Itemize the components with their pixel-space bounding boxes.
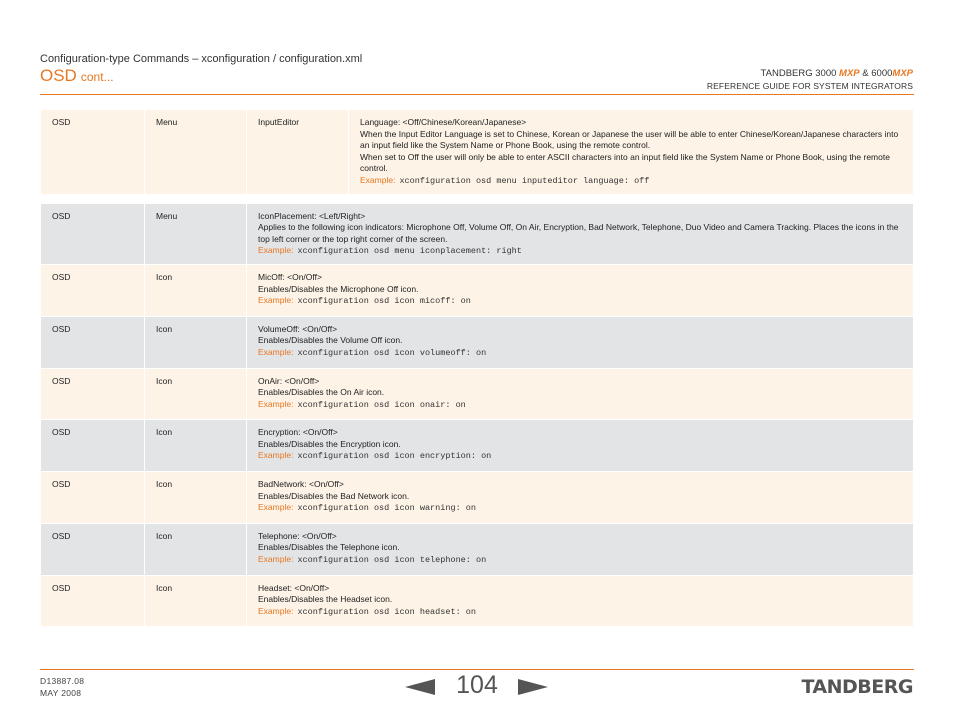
table-row — [41, 524, 913, 576]
example-code: xconfiguration osd menu iconplacement: right — [297, 246, 522, 257]
cell-category: OSD — [41, 420, 145, 471]
footer-rule — [40, 669, 914, 670]
table-row — [41, 576, 913, 628]
cell-description — [247, 576, 913, 627]
example-line — [360, 175, 905, 188]
section-title — [40, 66, 114, 86]
example-code: xconfiguration osd menu inputeditor language: off — [399, 175, 650, 186]
cell-category: OSD — [41, 317, 145, 368]
cell-group: Icon — [145, 420, 247, 471]
model-mid: & 6000 — [862, 68, 893, 79]
page-navigation — [405, 671, 550, 701]
cell-description — [247, 420, 913, 471]
setting-desc: When the Input Editor Language is set to Chinese, Korean or Japanese the user will be able to enter Chinese/Korean/Japanese characters into an input field like the System Name or Phone Book, using the remote control. — [360, 128, 899, 151]
example-line — [258, 347, 905, 360]
example-label: Example: — [258, 605, 294, 616]
setting-desc: Enables/Disables the Headset icon. — [258, 594, 393, 605]
cell-category: OSD — [41, 576, 145, 627]
cell-group: Menu — [145, 204, 247, 264]
table-row — [41, 472, 913, 524]
setting-title: VolumeOff: <On/Off> — [258, 323, 338, 334]
example-line — [258, 450, 905, 463]
example-line — [258, 245, 905, 258]
header-rule — [40, 94, 914, 95]
cell-description — [247, 524, 913, 575]
cell-group: Icon — [145, 576, 247, 627]
setting-title: Encryption: <On/Off> — [258, 427, 338, 438]
example-code: xconfiguration osd icon encryption: on — [297, 451, 492, 462]
setting-desc: Enables/Disables the Encryption icon. — [258, 438, 401, 449]
cell-group: Icon — [145, 472, 247, 523]
table-row — [41, 204, 913, 265]
example-code: xconfiguration osd icon warning: on — [297, 503, 476, 514]
table-row — [41, 420, 913, 472]
cell-group: Icon — [145, 369, 247, 420]
setting-desc: Enables/Disables the Bad Network icon. — [258, 490, 410, 501]
setting-desc: Applies to the following icon indicators: Microphone Off, Volume Off, On Air, Encryption, Bad Network, Telephone, Duo Video and Camera Tracking. Places the icons in the top left corner or the top right corner of the screen. — [258, 222, 899, 244]
next-page-arrow-icon[interactable] — [518, 679, 548, 695]
setting-desc: Enables/Disables the Telephone icon. — [258, 542, 400, 553]
footer-info — [40, 675, 84, 699]
tandberg-logo: TANDBERG — [801, 676, 913, 698]
setting-title: OnAir: <On/Off> — [258, 375, 320, 386]
model-mxp-2: MXP — [892, 68, 913, 79]
cell-description — [247, 204, 913, 264]
cell-description — [349, 110, 913, 194]
table-row — [41, 317, 913, 369]
cell-description — [247, 369, 913, 420]
setting-title: IconPlacement: <Left/Right> — [258, 210, 366, 221]
example-label: Example: — [258, 398, 294, 409]
cell-group: Icon — [145, 524, 247, 575]
model-prefix: TANDBERG 3000 — [760, 68, 837, 79]
setting-desc: Enables/Disables the On Air icon. — [258, 387, 385, 398]
cell-description — [247, 472, 913, 523]
example-label: Example: — [258, 554, 294, 565]
setting-desc: Enables/Disables the Volume Off icon. — [258, 335, 403, 346]
example-label: Example: — [258, 502, 294, 513]
example-line — [258, 399, 905, 412]
example-line — [258, 554, 905, 567]
example-code: xconfiguration osd icon micoff: on — [297, 296, 471, 307]
example-label: Example: — [258, 346, 294, 357]
example-line — [258, 606, 905, 619]
setting-title: MicOff: <On/Off> — [258, 271, 322, 282]
cell-category: OSD — [41, 204, 145, 264]
setting-title: Headset: <On/Off> — [258, 582, 330, 593]
page-number: 104 — [456, 671, 498, 699]
example-label: Example: — [258, 295, 294, 306]
section-title-cont: cont... — [80, 70, 114, 84]
example-code: xconfiguration osd icon telephone: on — [297, 555, 487, 566]
example-code: xconfiguration osd icon volumeoff: on — [297, 347, 487, 358]
cell-subgroup: InputEditor — [247, 110, 349, 194]
example-line — [258, 502, 905, 515]
cell-group: Icon — [145, 265, 247, 316]
doc-date: MAY 2008 — [40, 688, 82, 698]
cell-description — [247, 317, 913, 368]
setting-title: BadNetwork: <On/Off> — [258, 479, 344, 490]
table-row — [41, 265, 913, 317]
command-table — [41, 110, 913, 627]
model-line — [707, 68, 913, 80]
example-label: Example: — [360, 174, 396, 185]
previous-page-arrow-icon[interactable] — [405, 679, 435, 695]
cell-description — [247, 265, 913, 316]
setting-title: Telephone: <On/Off> — [258, 530, 337, 541]
setting-desc: When set to Off the user will only be able to enter ASCII characters into an input field like the System Name or Phone Book, using the remote control. — [360, 151, 890, 174]
doc-id: D13887.08 — [40, 676, 85, 686]
cell-category: OSD — [41, 524, 145, 575]
example-label: Example: — [258, 450, 294, 461]
section-title-text: OSD — [40, 66, 77, 85]
table-row — [41, 110, 913, 195]
cell-group: Icon — [145, 317, 247, 368]
setting-title: Language: <Off/Chinese/Korean/Japanese> — [360, 117, 527, 127]
model-mxp-1: MXP — [839, 68, 860, 79]
header-subtitle: Configuration-type Commands – xconfiguration / configuration.xml — [40, 53, 363, 65]
table-row — [41, 369, 913, 421]
example-line — [258, 295, 905, 308]
cell-category: OSD — [41, 472, 145, 523]
guide-title: REFERENCE GUIDE FOR SYSTEM INTEGRATORS — [706, 81, 913, 91]
cell-category: OSD — [41, 265, 145, 316]
example-label: Example: — [258, 245, 294, 256]
example-code: xconfiguration osd icon headset: on — [297, 606, 476, 617]
header-right — [707, 68, 913, 92]
cell-group: Menu — [145, 110, 247, 194]
setting-desc: Enables/Disables the Microphone Off icon. — [258, 283, 419, 294]
example-code: xconfiguration osd icon onair: on — [297, 399, 466, 410]
cell-category: OSD — [41, 110, 145, 194]
cell-category: OSD — [41, 369, 145, 420]
